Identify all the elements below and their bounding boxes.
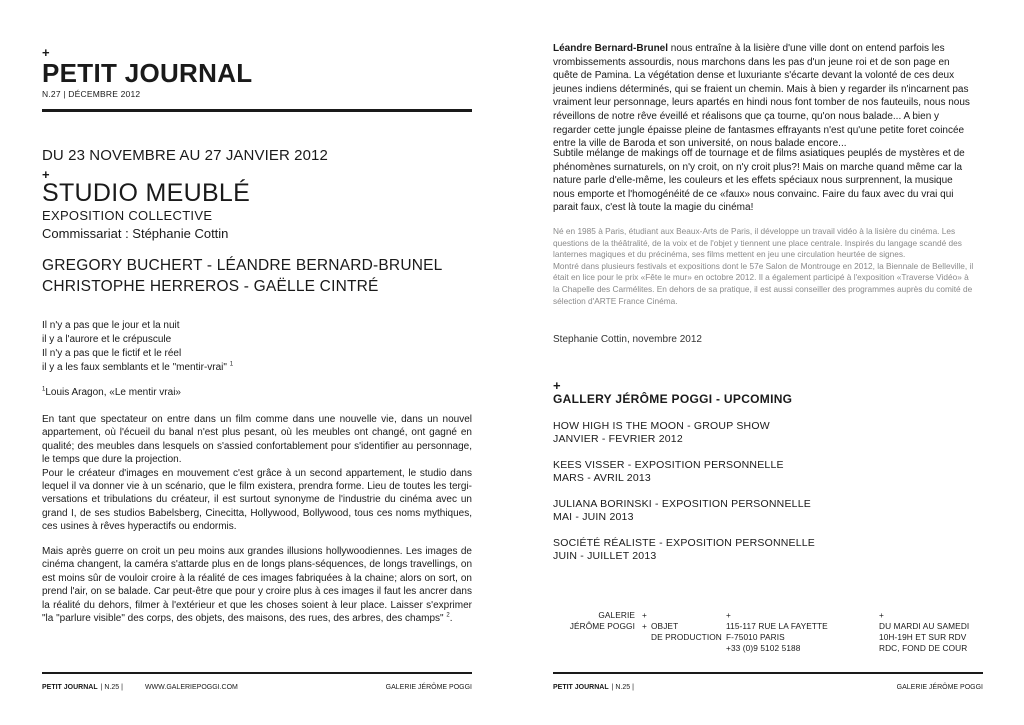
show-title: KEES VISSER - EXPOSITION PERSONNELLE xyxy=(553,459,784,471)
gallery-role: OBJET DE PRODUCTION xyxy=(651,621,722,642)
bio-paragraph: Montré dans plusieurs festivals et expositions dont le 57e Salon de Montrouge en 2012, la Biennale de Belleville, il était en lice pour le prix «Fête le mur» en octobre 2012. Il a également participé à l'exposition «Traverse Vidéo» à la Chapelle des Carmélites. En dehors de sa pratique, il est aussi conseiller des programmes auprès du comité de sélection d'ARTE France Cinéma. xyxy=(553,260,974,306)
left-page xyxy=(42,0,472,725)
artist-description-2: Subtile mélange de makings off de tournage et de films asiatiques peuplés de mystères et de phénomènes surnaturels, on n'y croit, on n'y croit plus?! Mais on marche quand même car la nature parle d'elle-même, les couleurs et les effets spéciaux nous surprennent, la musique nous emporte et l'homogénéité de ce «faux» nous convainc. Faire du faux avec du vrai qui parait faux, c'est là toute la magie du cinéma! xyxy=(553,148,965,214)
exhibition-subtitle: EXPOSITION COLLECTIVE xyxy=(42,208,213,223)
plus-mark: + xyxy=(42,167,50,182)
upcoming-show xyxy=(553,459,784,485)
poem-line: il y a les faux semblants et le "mentir-vrai" $^1$ xyxy=(42,361,234,373)
footer-title: PETIT JOURNAL xyxy=(553,684,609,691)
artist-description: Léandre Bernard-Brunel nous entraîne à la lisière d'une ville dont on entend parfois les vrombissements assourdis, nous marchons dans les pas d'un jeune roi et de son page en quête de Pamina. La végétation dense et luxuriante s'écarte devant la volonté de ces deux jeunes indiens déterminés, qui se fraient un chemin. Mais à bien y regarder ils n'incarnent pas vraiment leur personnage, leurs apartés en hindi nous font tomber de nos fauteuils, nous nous réveillons de notre rêve éveillé et réalisons que ça tourne, qu'on nous balade... A bien y regarder cette jungle épaisse pleine de fantasmes effrayants n'est qu'une petite foret coincée entre la ville de Baroda et son université, on nous balade encore... xyxy=(553,43,970,150)
phone-number[interactable]: +33 (0)9 5102 5188 xyxy=(726,643,801,653)
footnote: $^1$Louis Aragon, «Le mentir vrai» xyxy=(42,386,181,398)
artist-name: Léandre Bernard-Brunel xyxy=(553,43,669,54)
journal-title: PETIT JOURNAL xyxy=(42,58,253,88)
footer-issue: | N.25 | xyxy=(611,684,634,691)
footer-issue: | N.25 | xyxy=(100,684,123,691)
show-title: HOW HIGH IS THE MOON - GROUP SHOW xyxy=(553,420,770,432)
footer-title: PETIT JOURNAL xyxy=(42,684,98,691)
artists-line: CHRISTOPHE HERREROS - GAËLLE CINTRÉ xyxy=(42,278,379,295)
show-title: SOCIÉTÉ RÉALISTE - EXPOSITION PERSONNELLE xyxy=(553,537,816,549)
artists-line: GREGORY BUCHERT - LÉANDRE BERNARD-BRUNEL xyxy=(42,257,443,274)
poem-line: Il n'y a pas que le jour et la nuit xyxy=(42,320,180,331)
footnote-ref: 2 xyxy=(446,612,450,619)
body-paragraph-1: En tant que spectateur on entre dans un film comme dans une nouvelle vie, dans un nouvel appartement, où l'écueil du banal n'est plus pesant, où les meubles ont changé, ont gagné en qualité; des meubles dans lesquels on s'assied confortablement pour s'identifier au personnage, le temps que dure la projection. Pour le créateur d'images en mouvement c'est grâce à un second appartement, le studio dans lequel il va donner vie à un scénario, que le film existera, prendra forme. Lieu de toutes les tergi-versations et tribulations du créateur, il est surtout synonyme de l'industrie du cinéma avec un grand I, de ses studios Babelsberg, Cinecitta, Hollywood, Bollywood, tous ces noms mythiques, ces usines à rêves hyperactifs ou endormis. xyxy=(42,414,472,533)
poem xyxy=(42,319,233,375)
issue-line: N.27 | DÉCEMBRE 2012 xyxy=(42,89,141,99)
footer-divider xyxy=(42,672,472,674)
signature: Stephanie Cottin, novembre 2012 xyxy=(553,334,702,345)
poem-line: il y a l'aurore et le crépuscule xyxy=(42,334,172,345)
gallery-address: + 115-117 RUE LA FAYETTE F-75010 PARIS +33 (0)9 5102 5188 xyxy=(726,610,866,654)
gallery-hours: + DU MARDI AU SAMEDI 10H-19H ET SUR RDV RDC, FOND DE COUR xyxy=(879,610,970,653)
gallery-heading: GALLERY JÉRÔME POGGI - UPCOMING xyxy=(553,392,793,406)
footer-url[interactable]: WWW.GALERIEPOGGI.COM xyxy=(144,684,238,691)
show-dates: JUIN - JUILLET 2013 xyxy=(553,550,657,562)
curator-line: Commissariat : Stéphanie Cottin xyxy=(42,226,229,241)
plus-mark: + xyxy=(42,45,50,60)
show-title: JULIANA BORINSKI - EXPOSITION PERSONNELLE xyxy=(553,498,811,510)
footnote-ref: 1 xyxy=(229,361,234,368)
exhibition-dates: DU 23 NOVEMBRE AU 27 JANVIER 2012 xyxy=(42,147,328,164)
footer-gallery: GALERIE JÉRÔME POGGI xyxy=(385,684,472,691)
show-dates: JANVIER - FEVRIER 2012 xyxy=(553,433,683,445)
footer-gallery: GALERIE JÉRÔME POGGI xyxy=(896,684,983,691)
footer-divider xyxy=(553,672,983,674)
body-paragraph-2: Pour le créateur d'images en mouvement c'est grâce à un second appartement, le studio dans lequel il va donner vie à un scénario, que le film existera, prendra forme. Lieu de toutes les tergi-versations et tribulations du créateur, il est surtout synonyme de l'industrie du cinéma avec un grand I, de ses studios Babelsberg, Cinecitta, Hollywood, Bollywood, tous ces noms mythiques, ces usines à rêves hyperactifs ou endormis. xyxy=(42,467,472,533)
plus-mark: + xyxy=(553,378,561,393)
show-dates: MARS - AVRIL 2013 xyxy=(553,472,651,484)
right-page xyxy=(553,0,983,725)
poem-line: Il n'y a pas que le fictif et le réel xyxy=(42,348,182,359)
footer xyxy=(553,684,983,691)
artists-list xyxy=(42,255,442,297)
upcoming-show xyxy=(553,420,770,446)
plus-marks: + + xyxy=(642,610,647,631)
gallery-name: GALERIE JÉRÔME POGGI xyxy=(569,610,635,631)
show-dates: MAI - JUIN 2013 xyxy=(553,511,634,523)
exhibition-title: STUDIO MEUBLÉ xyxy=(42,179,251,207)
upcoming-show xyxy=(553,537,815,563)
header-divider xyxy=(42,109,472,112)
artist-bio xyxy=(553,226,975,307)
body-paragraph-3: Mais après guerre on croit un peu moins aux grandes illusions hollywoodiennes. Les images de cinéma changent, la caméra s'attarde plus en de longs plans-séquences, de longs travellings, on est moins sûr de vouloir croire à la réalité de ces images fabriquées à la chaine; alors on sort, on prend l'air, on se balade. Car peut-être que pour y croire plus à ces images il faut les ancrer dans la réalité du dehors, filmer à l'extérieur et que les choses soient à leur place. Laisser s'exprimer "la "parlure visible" des corps, des objets, des maisons, des rues, des arbres, des champs" $^2$. xyxy=(42,546,472,625)
footer xyxy=(42,684,472,691)
upcoming-show xyxy=(553,498,811,524)
bio-paragraph: Né en 1985 à Paris, étudiant aux Beaux-Arts de Paris, il développe un travail vidéo à la lisière du cinéma. Les questions de la théâtralité, de la voix et de l'objet y tiennent une place centrale. Inspirés du langage scandé des lanternes magiques et du précinéma, ses films mettent en jeu une circulation heurtée de signes. xyxy=(553,226,962,260)
